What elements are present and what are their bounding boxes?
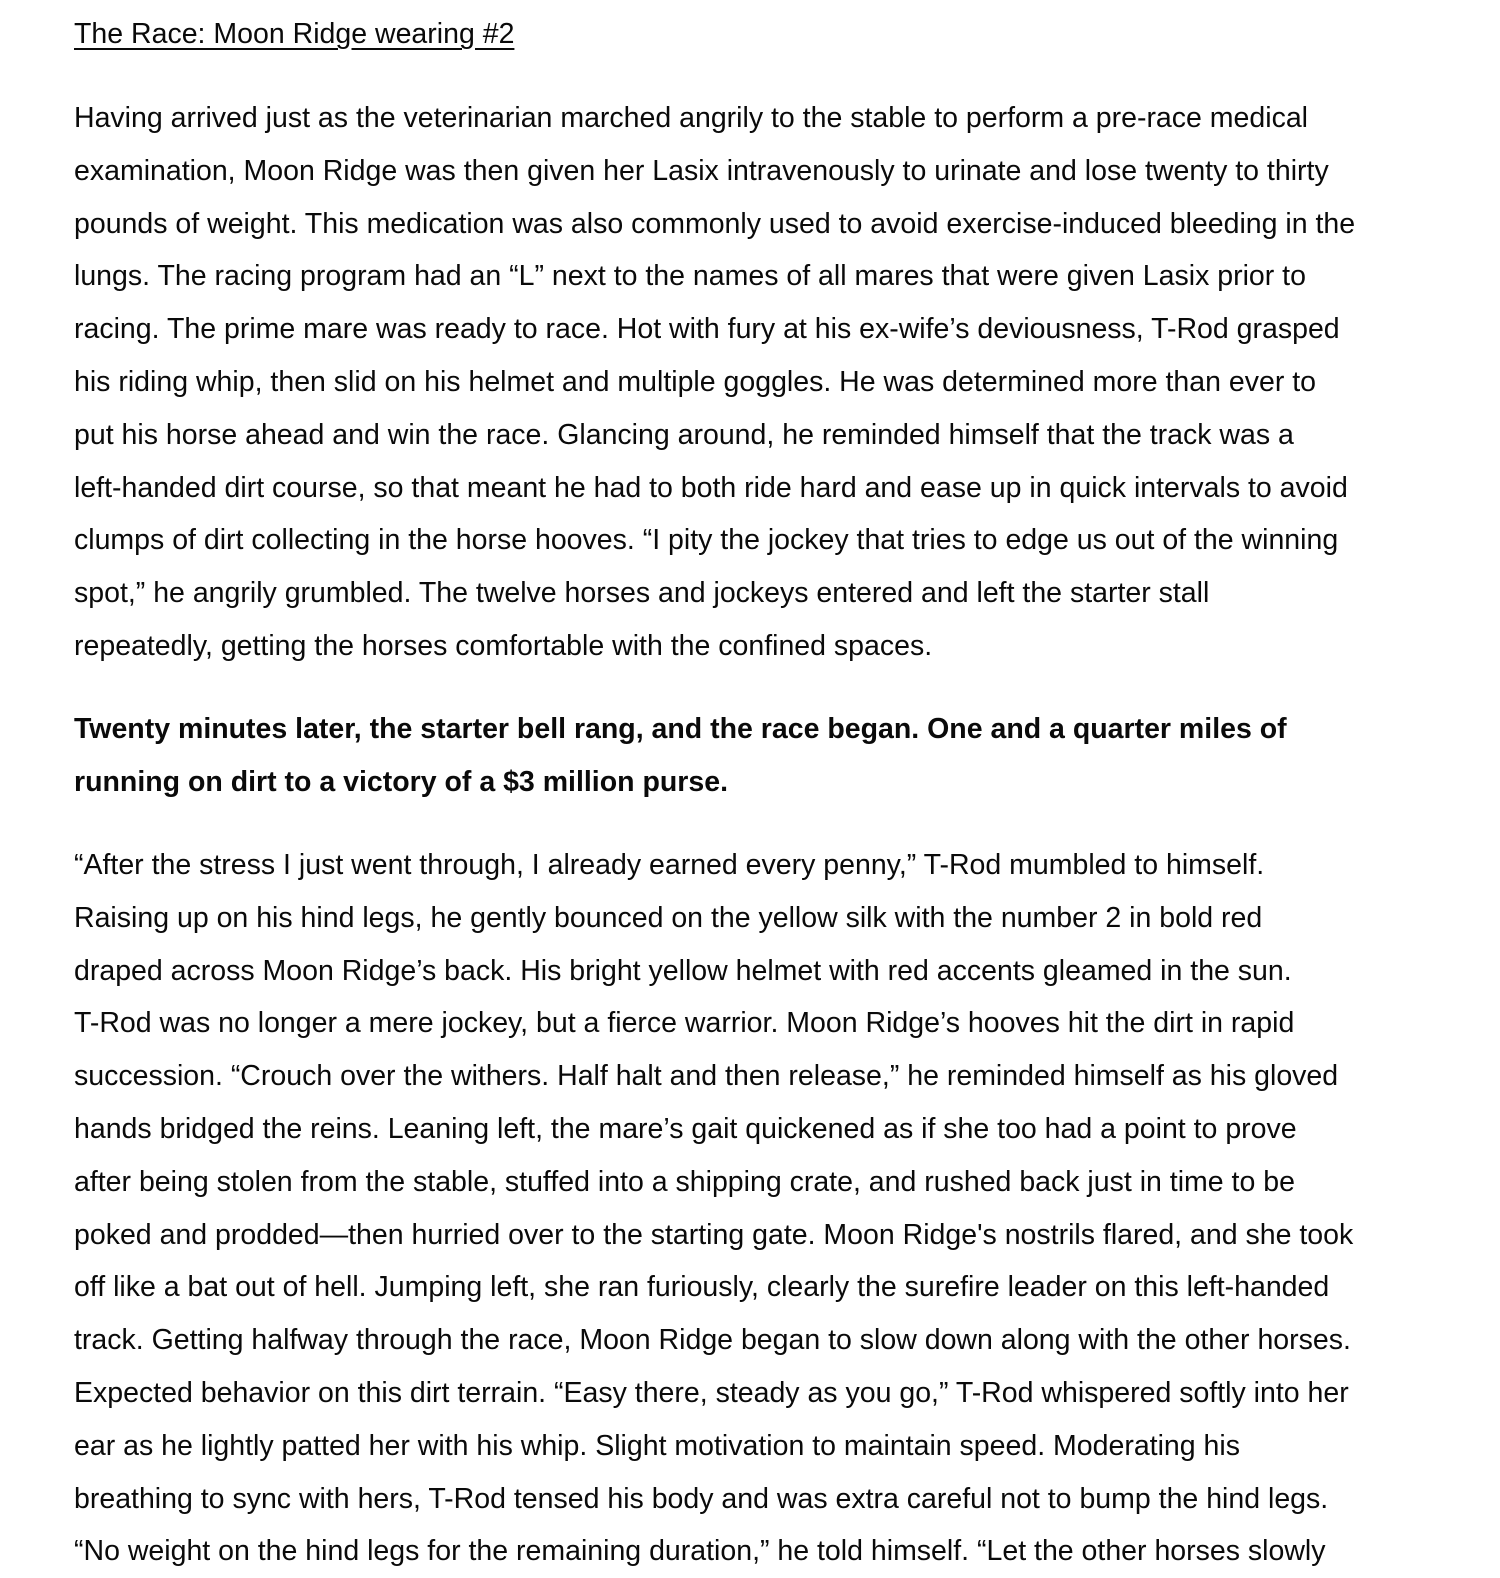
text-line: after being stolen from the stable, stuffed into a shipping crate, and rushed back just in time to be — [74, 1165, 1295, 1198]
paragraph-race-run — [74, 839, 1353, 1578]
text-line: hands bridged the reins. Leaning left, the mare’s gait quickened as if she too had a point to prove — [74, 1112, 1297, 1145]
text-line: racing. The prime mare was ready to race. Hot with fury at his ex-wife’s deviousness, T-Rod grasped — [74, 313, 1340, 346]
text-line: clumps of dirt collecting in the horse hooves. “I pity the jockey that tries to edge us out of the winning — [74, 524, 1339, 557]
text-line: Having arrived just as the veterinarian marched angrily to the stable to perform a pre-race medical — [74, 102, 1309, 134]
text-line: breathing to sync with hers, T-Rod tensed his body and was extra careful not to bump the hind legs. — [74, 1482, 1329, 1515]
text-line: running on dirt to a victory of a $3 million purse. — [74, 765, 728, 798]
text-line: examination, Moon Ridge was then given her Lasix intravenously to urinate and lose twenty to thirty — [74, 154, 1329, 187]
text-line: “No weight on the hind legs for the remaining duration,” he told himself. “Let the other horses slowly — [74, 1535, 1326, 1568]
section-title: The Race: Moon Ridge wearing #2 — [74, 18, 515, 50]
text-line: pounds of weight. This medication was also commonly used to avoid exercise-induced bleeding in the — [74, 207, 1356, 240]
text-line: his riding whip, then slid on his helmet and multiple goggles. He was determined more than ever to — [74, 365, 1317, 398]
text-line: Expected behavior on this dirt terrain. “Easy there, steady as you go,” T-Rod whispered softly into her — [74, 1376, 1349, 1409]
text-line: off like a bat out of hell. Jumping left, she ran furiously, clearly the surefire leader on this left-handed — [74, 1271, 1330, 1304]
text-line: draped across Moon Ridge’s back. His bright yellow helmet with red accents gleamed in the sun. — [74, 954, 1292, 987]
text-line: poked and prodded—then hurried over to the starting gate. Moon Ridge's nostrils flared, and she took — [74, 1218, 1354, 1251]
text-line: Raising up on his hind legs, he gently bounced on the yellow silk with the number 2 in bold red — [74, 901, 1263, 934]
text-line: Twenty minutes later, the starter bell rang, and the race began. One and a quarter miles of — [74, 713, 1287, 745]
text-line: ear as he lightly patted her with his whip. Slight motivation to maintain speed. Moderating his — [74, 1429, 1240, 1462]
text-line: spot,” he angrily grumbled. The twelve horses and jockeys entered and left the starter stall — [74, 577, 1210, 610]
text-line: put his horse ahead and win the race. Glancing around, he reminded himself that the track was a — [74, 418, 1294, 451]
text-line: T-Rod was no longer a mere jockey, but a fierce warrior. Moon Ridge’s hooves hit the dirt in rapid — [74, 1007, 1295, 1040]
paragraph-pre-race — [74, 92, 1355, 673]
text-line: succession. “Crouch over the withers. Half halt and then release,” he reminded himself as his gloved — [74, 1060, 1339, 1093]
text-line: track. Getting halfway through the race, Moon Ridge began to slow down along with the other horses. — [74, 1324, 1351, 1357]
text-line: left-handed dirt course, so that meant he had to both ride hard and ease up in quick intervals to avoid — [74, 471, 1348, 504]
text-line: lungs. The racing program had an “L” next to the names of all mares that were given Lasix prior to — [74, 260, 1306, 293]
text-line: “After the stress I just went through, I already earned every penny,” T-Rod mumbled to himself. — [74, 849, 1265, 881]
text-line: repeatedly, getting the horses comfortable with the confined spaces. — [74, 629, 933, 662]
paragraph-race-start — [74, 703, 1287, 809]
